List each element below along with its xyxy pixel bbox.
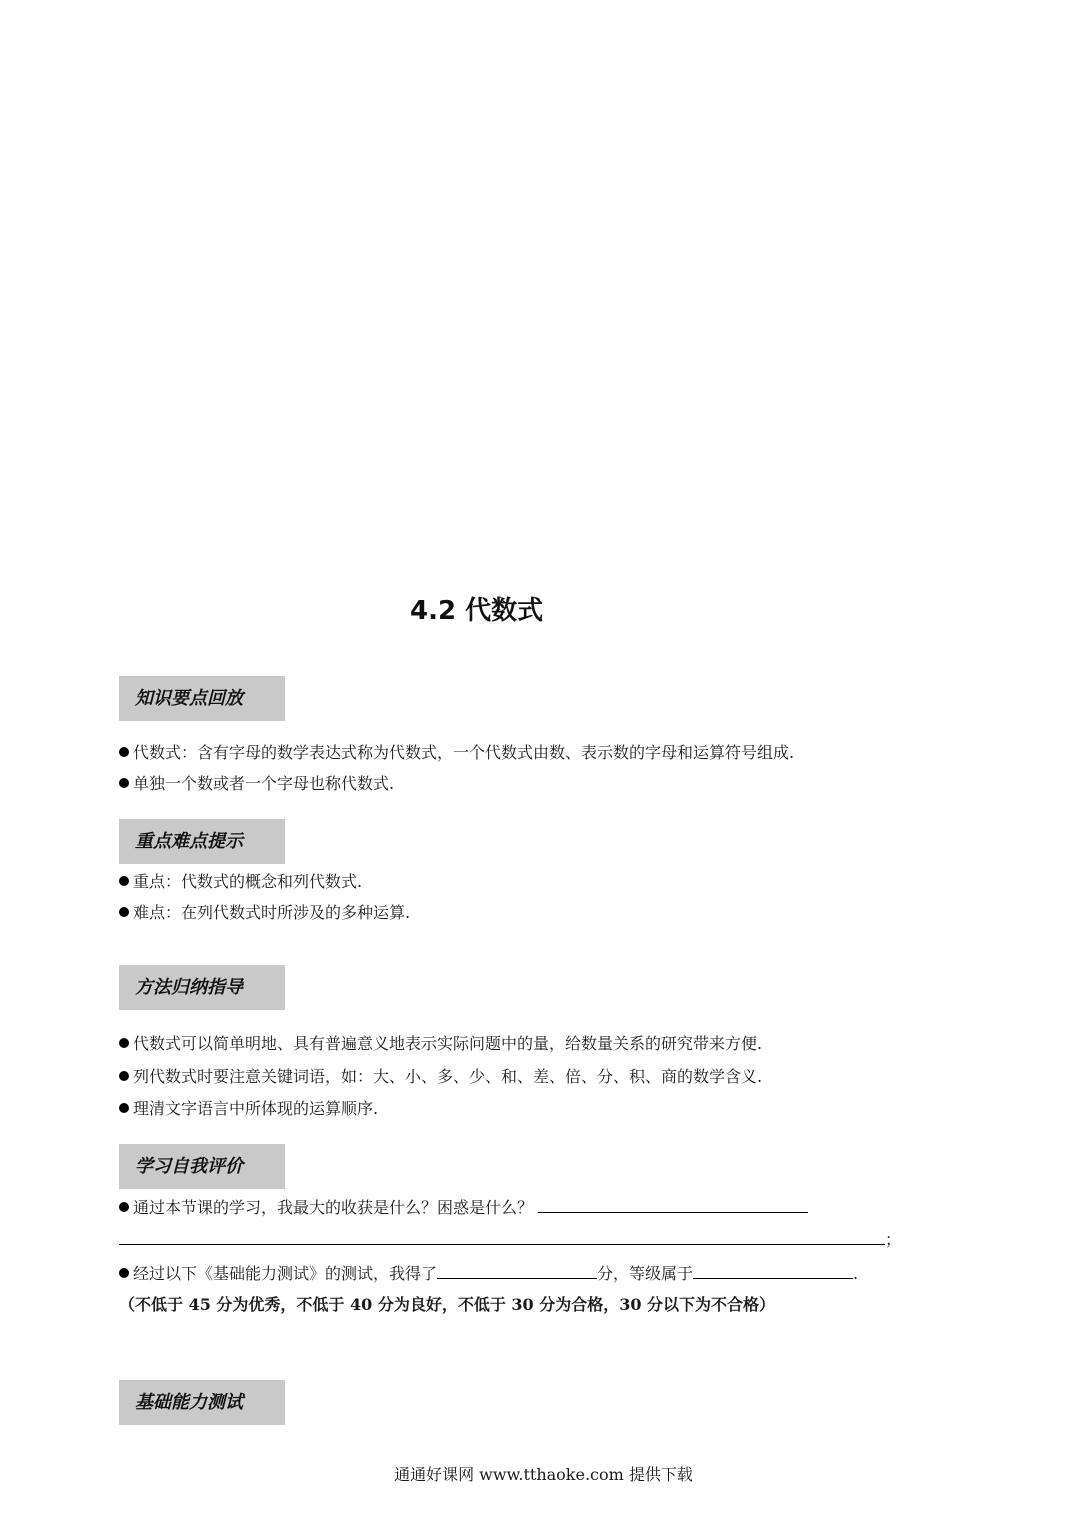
knowledge-item xyxy=(119,773,394,795)
keypoint-item xyxy=(119,902,410,924)
page-footer: 通通好课网 www.tthaoke.com 提供下载 xyxy=(394,1465,693,1484)
bullet-icon xyxy=(119,907,129,917)
self-eval-question-2 xyxy=(119,1262,858,1285)
score-blank[interactable] xyxy=(437,1262,597,1279)
self-eval-q1-end: ； xyxy=(885,1230,902,1249)
bullet-icon xyxy=(119,747,129,757)
knowledge-item xyxy=(119,742,794,764)
method-item xyxy=(119,1033,762,1055)
bullet-icon xyxy=(119,1038,129,1048)
bullet-icon xyxy=(119,1202,129,1212)
self-eval-q2-text: 经过以下《基础能力测试》的测试，我得了 xyxy=(133,1264,438,1283)
knowledge-text: 单独一个数或者一个字母也称代数式. xyxy=(133,774,395,793)
self-eval-q2-end: . xyxy=(853,1264,859,1283)
section-header-knowledge: 知识要点回放 xyxy=(119,676,285,721)
method-text: 理清文字语言中所体现的运算顺序. xyxy=(133,1099,379,1118)
bullet-icon xyxy=(119,876,129,886)
method-item xyxy=(119,1098,378,1120)
section-header-basic-test: 基础能力测试 xyxy=(119,1380,285,1425)
keypoint-item xyxy=(119,871,362,893)
method-text: 列代数式时要注意关键词语，如：大、小、多、少、和、差、倍、分、积、商的数学含义. xyxy=(133,1067,763,1086)
grade-blank[interactable] xyxy=(693,1262,853,1279)
self-eval-question-1 xyxy=(119,1196,808,1219)
bullet-icon xyxy=(119,778,129,788)
answer-blank-1[interactable] xyxy=(538,1196,808,1213)
section-header-keypoints: 重点难点提示 xyxy=(119,819,285,864)
bullet-icon xyxy=(119,1071,129,1081)
self-eval-answer-line xyxy=(119,1228,901,1251)
keypoint-text: 难点：在列代数式时所涉及的多种运算. xyxy=(133,903,411,922)
section-header-methods: 方法归纳指导 xyxy=(119,965,285,1010)
page-title: 4.2 代数式 xyxy=(410,596,544,626)
grading-note: （不低于 45 分为优秀，不低于 40 分为良好，不低于 30 分为合格，30 分以下为不合格） xyxy=(119,1295,776,1314)
section-header-self-eval: 学习自我评价 xyxy=(119,1144,285,1189)
method-text: 代数式可以简单明地、具有普遍意义地表示实际问题中的量，给数量关系的研究带来方便. xyxy=(133,1034,763,1053)
keypoint-text: 重点：代数式的概念和列代数式. xyxy=(133,872,363,891)
knowledge-text: 代数式：含有字母的数学表达式称为代数式，一个代数式由数、表示数的字母和运算符号组成. xyxy=(133,743,795,762)
bullet-icon xyxy=(119,1103,129,1113)
method-item xyxy=(119,1066,762,1088)
self-eval-q1-text: 通过本节课的学习，我最大的收获是什么？困惑是什么？ xyxy=(133,1198,534,1217)
bullet-icon xyxy=(119,1268,129,1278)
answer-blank-2[interactable] xyxy=(119,1228,885,1245)
self-eval-q2-text-2: 分，等级属于 xyxy=(597,1264,694,1283)
